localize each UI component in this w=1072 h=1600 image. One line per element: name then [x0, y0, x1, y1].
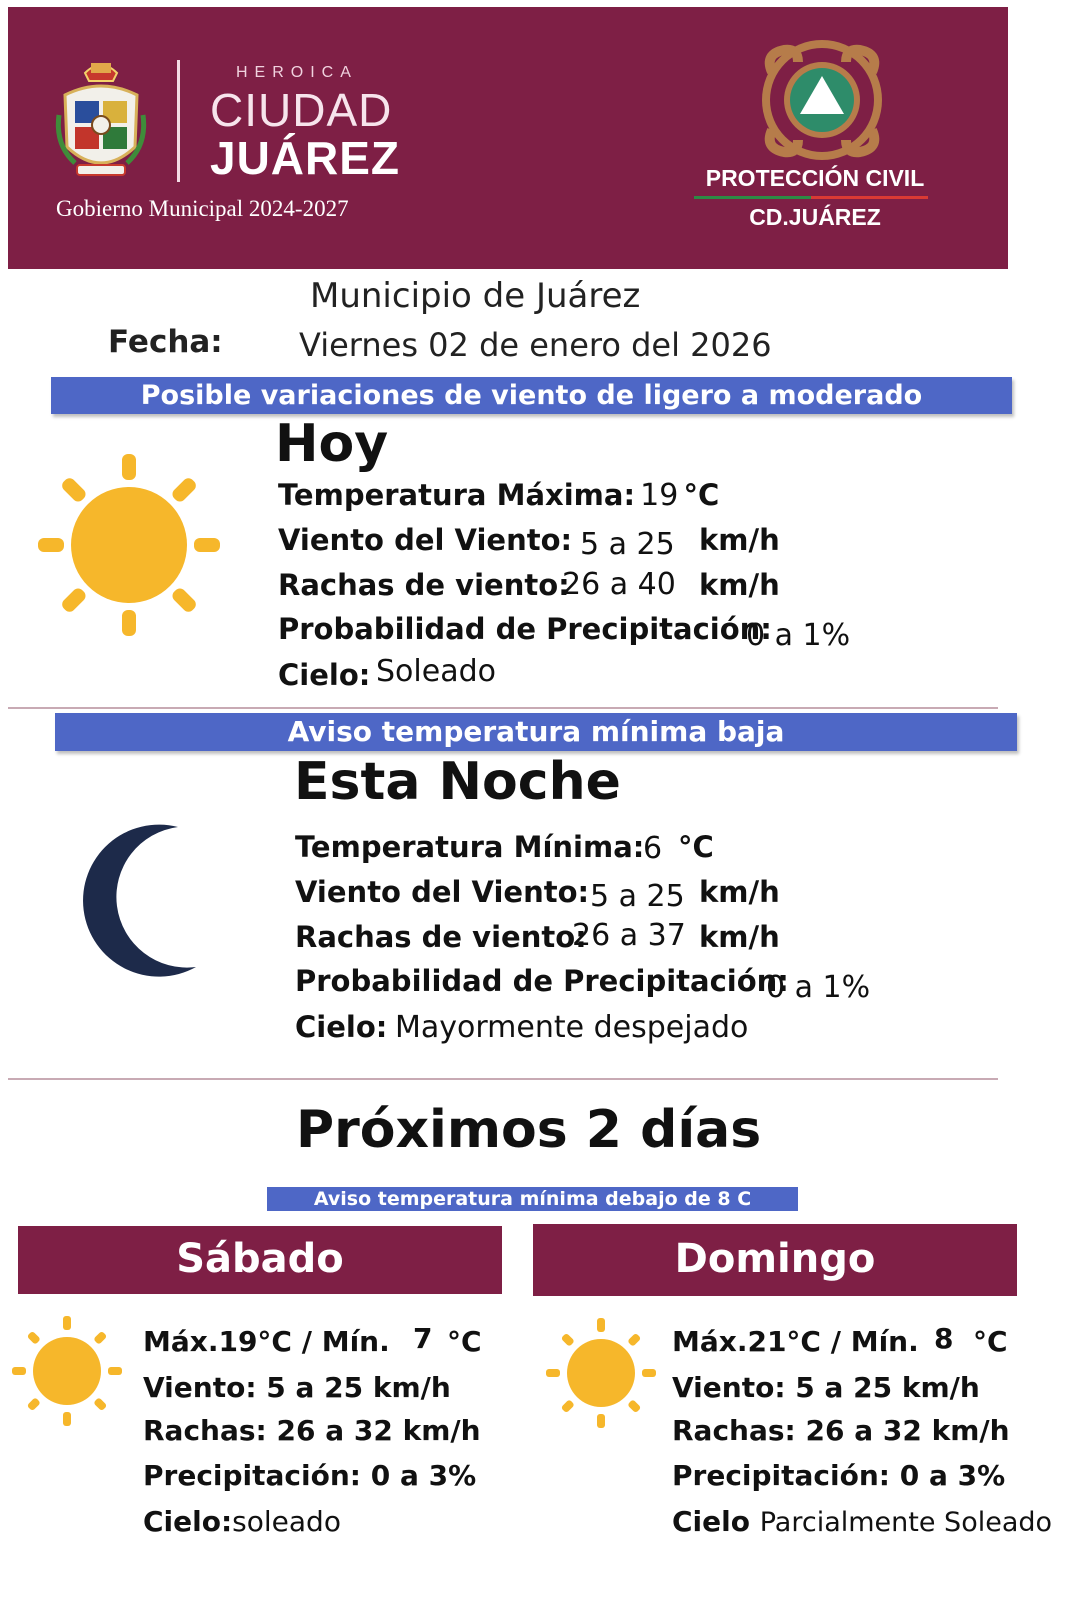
- noche-cielo-value: Mayormente despejado: [395, 1010, 749, 1045]
- sabado-max-value: 19°C / Mín.: [218, 1325, 390, 1358]
- domingo-viento-row: [672, 1371, 980, 1404]
- hoy-temp-label: Temperatura Máxima:: [278, 478, 636, 512]
- sun-icon: [10, 1314, 124, 1428]
- noche-rachas-label: Rachas de viento:: [295, 920, 587, 954]
- sabado-rachas-row: [143, 1414, 481, 1447]
- sabado-precip-row: [143, 1459, 476, 1492]
- domingo-max-row: [672, 1325, 919, 1358]
- domingo-cielo-label: Cielo: [672, 1505, 750, 1538]
- section-divider: [8, 1078, 998, 1080]
- domingo-max-label: Máx.: [672, 1325, 748, 1358]
- hoy-viento-row: [278, 523, 572, 557]
- domingo-precip-label: Precipitación:: [672, 1459, 890, 1492]
- domingo-rachas-row: [672, 1414, 1010, 1447]
- domingo-rachas-label: Rachas:: [672, 1414, 796, 1447]
- hoy-temp-row: [278, 478, 719, 513]
- ciudad-text: CIUDAD: [210, 84, 393, 136]
- sabado-min-value: 7: [413, 1322, 433, 1355]
- sabado-precip-label: Precipitación:: [143, 1459, 361, 1492]
- proteccion-civil-logo-icon: [752, 32, 892, 170]
- fecha-label: Fecha:: [108, 324, 223, 360]
- domingo-header: Domingo: [533, 1224, 1017, 1296]
- proteccion-civil-title: PROTECCIÓN CIVIL: [705, 165, 925, 191]
- noche-viento-unit: km/h: [699, 875, 780, 909]
- noche-viento-value: 5 a 25: [590, 879, 685, 914]
- sabado-viento-value: 5 a 25 km/h: [266, 1371, 451, 1404]
- sun-icon: [544, 1316, 658, 1430]
- hoy-rachas-value: 26 a 40: [562, 567, 676, 602]
- sun-icon: [36, 452, 222, 638]
- sabado-precip-value: 0 a 3%: [370, 1459, 477, 1492]
- noche-temp-label: Temperatura Mínima:: [295, 830, 645, 864]
- hoy-viento-unit: km/h: [699, 523, 780, 557]
- hoy-temp-unit: °C: [683, 478, 720, 512]
- noche-cielo-label: Cielo:: [295, 1010, 388, 1044]
- sabado-header: Sábado: [18, 1226, 502, 1294]
- header-divider: [177, 60, 180, 182]
- noche-temp-unit: °C: [678, 830, 714, 864]
- hoy-viento-label: Viento del Viento:: [278, 523, 573, 557]
- esta-noche-title: Esta Noche: [294, 752, 621, 812]
- hoy-cielo-label: Cielo:: [278, 658, 371, 692]
- hoy-rachas-label: Rachas de viento:: [278, 568, 570, 602]
- hoy-precip-label: Probabilidad de Precipitación:: [278, 612, 772, 646]
- domingo-viento-value: 5 a 25 km/h: [795, 1371, 980, 1404]
- noche-precip-value: 0 a 1%: [766, 970, 871, 1005]
- domingo-min-unit: °C: [973, 1325, 1008, 1358]
- hoy-precip-value: 0 a 1%: [746, 618, 851, 653]
- sabado-cielo-label: Cielo:: [143, 1505, 233, 1538]
- municipio-title: Municipio de Juárez: [310, 276, 641, 316]
- sabado-cielo-value: soleado: [232, 1505, 341, 1538]
- domingo-viento-label: Viento:: [672, 1371, 786, 1404]
- noche-rachas-value: 26 a 37: [572, 918, 686, 953]
- domingo-cielo-row: [672, 1505, 1052, 1538]
- domingo-precip-value: 0 a 3%: [899, 1459, 1006, 1492]
- sabado-rachas-label: Rachas:: [143, 1414, 267, 1447]
- moon-icon: [66, 815, 206, 985]
- juarez-text: JUÁREZ: [210, 132, 401, 184]
- domingo-precip-row: [672, 1459, 1005, 1492]
- domingo-cielo-value: Parcialmente Soleado: [759, 1507, 1053, 1538]
- sabado-min-unit: °C: [447, 1325, 482, 1358]
- sabado-viento-label: Viento:: [143, 1371, 257, 1404]
- proteccion-civil-subtitle: CD.JUÁREZ: [749, 204, 881, 230]
- hoy-title: Hoy: [275, 414, 389, 474]
- pc-divider: [694, 196, 928, 199]
- gobierno-municipal-text: Gobierno Municipal 2024-2027: [56, 196, 349, 221]
- noche-precip-label: Probabilidad de Precipitación:: [295, 964, 789, 998]
- noche-viento-label: Viento del Viento:: [295, 875, 590, 909]
- heroica-text: HEROICA: [236, 64, 358, 81]
- sabado-cielo-row: [143, 1505, 341, 1538]
- domingo-max-value: 21°C / Mín.: [747, 1325, 919, 1358]
- hoy-temp-value: 19: [640, 478, 679, 513]
- fecha-value: Viernes 02 de enero del 2026: [299, 326, 772, 364]
- proximos-title: Próximos 2 días: [296, 1100, 762, 1160]
- sabado-viento-row: [143, 1371, 451, 1404]
- sabado-max-label: Máx.: [143, 1325, 219, 1358]
- alert-viento-banner: Posible variaciones de viento de ligero a moderado: [51, 377, 1012, 414]
- hoy-rachas-unit: km/h: [699, 568, 780, 602]
- hoy-viento-value: 5 a 25: [580, 527, 675, 562]
- city-coat-of-arms-icon: [55, 55, 147, 187]
- sabado-max-row: [143, 1325, 390, 1358]
- alert-minima-baja-banner: Aviso temperatura mínima baja: [55, 713, 1017, 751]
- sabado-rachas-value: 26 a 32 km/h: [276, 1414, 481, 1447]
- noche-temp-value: 6: [643, 831, 663, 866]
- alert-debajo-8-banner: Aviso temperatura mínima debajo de 8 C: [267, 1187, 798, 1211]
- domingo-min-value: 8: [934, 1322, 954, 1355]
- section-divider: [8, 707, 998, 709]
- hoy-cielo-value: Soleado: [376, 654, 496, 689]
- noche-rachas-unit: km/h: [699, 920, 780, 954]
- domingo-rachas-value: 26 a 32 km/h: [805, 1414, 1010, 1447]
